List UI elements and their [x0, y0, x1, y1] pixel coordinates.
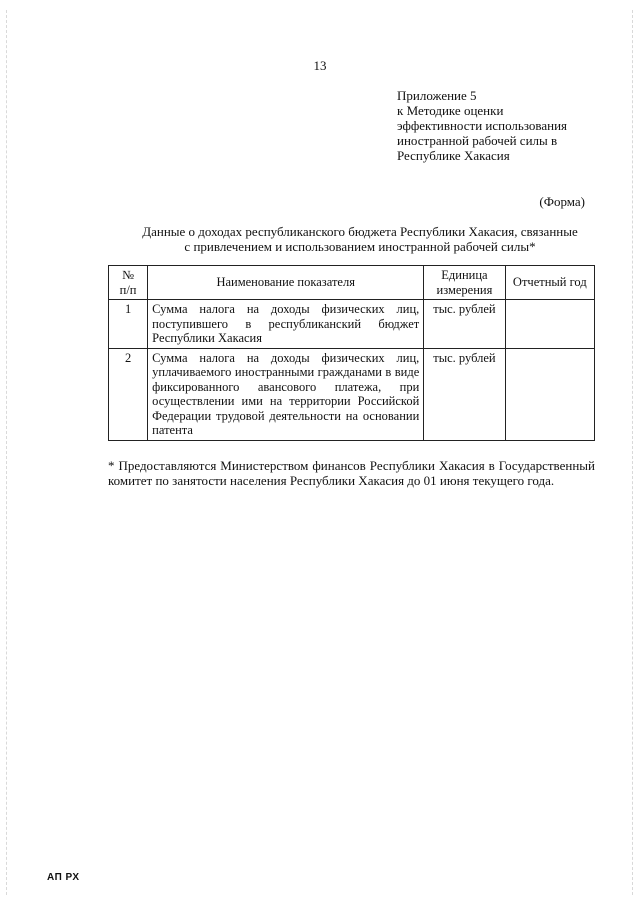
table-row [109, 300, 595, 349]
header-indicator-name: Наименование показателя [148, 266, 424, 300]
header-unit-line-2: измерения [436, 282, 493, 297]
header-unit [424, 266, 505, 300]
header-unit-line-1: Единица [441, 268, 488, 282]
archive-stamp-mark: АП РХ [47, 872, 80, 883]
indicators-table [108, 265, 595, 441]
row-number: 2 [109, 348, 148, 440]
row-number: 1 [109, 300, 148, 349]
row-unit: тыс. рублей [424, 300, 505, 349]
title-line-1: Данные о доходах республиканского бюджета Республики Хакасия, связанные [142, 224, 578, 239]
left-scan-edge [6, 10, 7, 895]
appendix-line: Приложение 5 [397, 88, 477, 103]
title-line-2: с привлечением и использованием иностранной рабочей силы* [184, 239, 536, 254]
appendix-line: к Методике оценки [397, 103, 504, 118]
footnote: * Предоставляются Министерством финансов Республики Хакасия в Государственный комитет по занятости населения Республики Хакасия до 01 июня текущего года. [108, 458, 595, 488]
header-number-sign: № [122, 268, 135, 282]
appendix-line: иностранной рабочей силы в [397, 133, 558, 148]
appendix-line: Республике Хакасия [397, 148, 510, 163]
table-header-row [109, 266, 595, 300]
row-value-cell[interactable] [505, 348, 594, 440]
header-number [109, 266, 148, 300]
appendix-block [397, 88, 597, 163]
table-row [109, 348, 595, 440]
header-number-abbr: п/п [119, 282, 137, 297]
page-number: 13 [313, 58, 327, 73]
row-indicator-name: Сумма налога на доходы физических лиц, поступившего в республиканский бюджет Республики Хакасия [148, 300, 424, 349]
row-indicator-name: Сумма налога на доходы физических лиц, уплачиваемого иностранными гражданами в виде фиксированного авансового платежа, при осуществлении ими на территории Российской Федерации трудовой деятельности на основании патента [148, 348, 424, 440]
row-value-cell[interactable] [505, 300, 594, 349]
appendix-line: эффективности использования [397, 118, 568, 133]
row-unit: тыс. рублей [424, 348, 505, 440]
form-label: (Форма) [539, 194, 585, 209]
right-scan-edge [632, 10, 633, 895]
document-title [100, 224, 620, 254]
header-reporting-year: Отчетный год [505, 266, 594, 300]
